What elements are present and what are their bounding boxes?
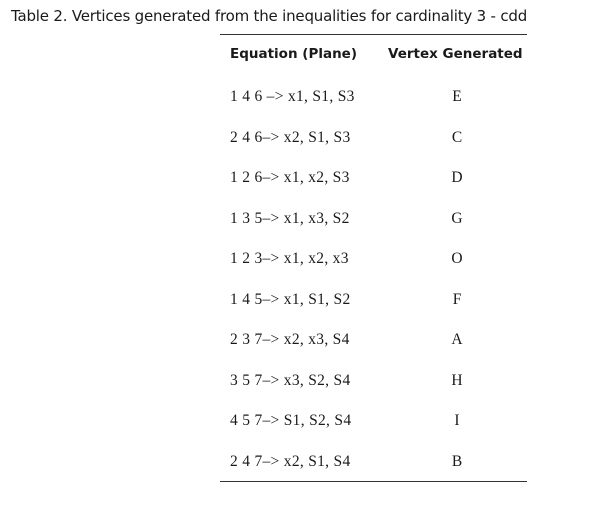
table-row — [220, 453, 527, 475]
cell-vertex: D — [451, 169, 463, 186]
table-row — [220, 250, 527, 272]
table-caption: Table 2. Vertices generated from the inequalities for cardinality 3 - cdd — [11, 7, 528, 25]
cell-equation: 2 4 7–> x2, S1, S4 — [230, 453, 351, 470]
table-row — [220, 129, 527, 151]
cell-equation: 4 5 7–> S1, S2, S4 — [230, 412, 352, 429]
table-header-row — [220, 46, 527, 66]
cell-vertex: C — [451, 129, 463, 146]
table-row — [220, 210, 527, 232]
table-row — [220, 169, 527, 191]
table-row — [220, 412, 527, 434]
cell-equation: 1 3 5–> x1, x3, S2 — [230, 210, 350, 227]
cell-equation: 2 3 7–> x2, x3, S4 — [230, 331, 350, 348]
cell-vertex: O — [451, 250, 463, 267]
cell-equation: 1 2 6–> x1, x2, S3 — [230, 169, 350, 186]
cell-equation: 2 4 6–> x2, S1, S3 — [230, 129, 351, 146]
cell-vertex: H — [451, 372, 463, 389]
cell-equation: 1 4 5–> x1, S1, S2 — [230, 291, 351, 308]
table-top-rule — [220, 34, 527, 35]
table-row — [220, 88, 527, 110]
header-equation: Equation (Plane) — [230, 46, 358, 62]
cell-vertex: E — [452, 88, 462, 105]
cell-vertex: I — [454, 412, 460, 429]
cell-equation: 1 2 3–> x1, x2, x3 — [230, 250, 349, 267]
table-row — [220, 331, 527, 353]
cell-vertex: B — [451, 453, 463, 470]
table-row — [220, 372, 527, 394]
cell-equation: 3 5 7–> x3, S2, S4 — [230, 372, 351, 389]
cell-equation: 1 4 6 –> x1, S1, S3 — [230, 88, 355, 105]
cell-vertex: G — [451, 210, 463, 227]
table-row — [220, 291, 527, 313]
header-vertex: Vertex Generated — [388, 46, 523, 62]
table-bottom-rule — [220, 481, 527, 482]
cell-vertex: A — [451, 331, 463, 348]
cell-vertex: F — [452, 291, 462, 308]
